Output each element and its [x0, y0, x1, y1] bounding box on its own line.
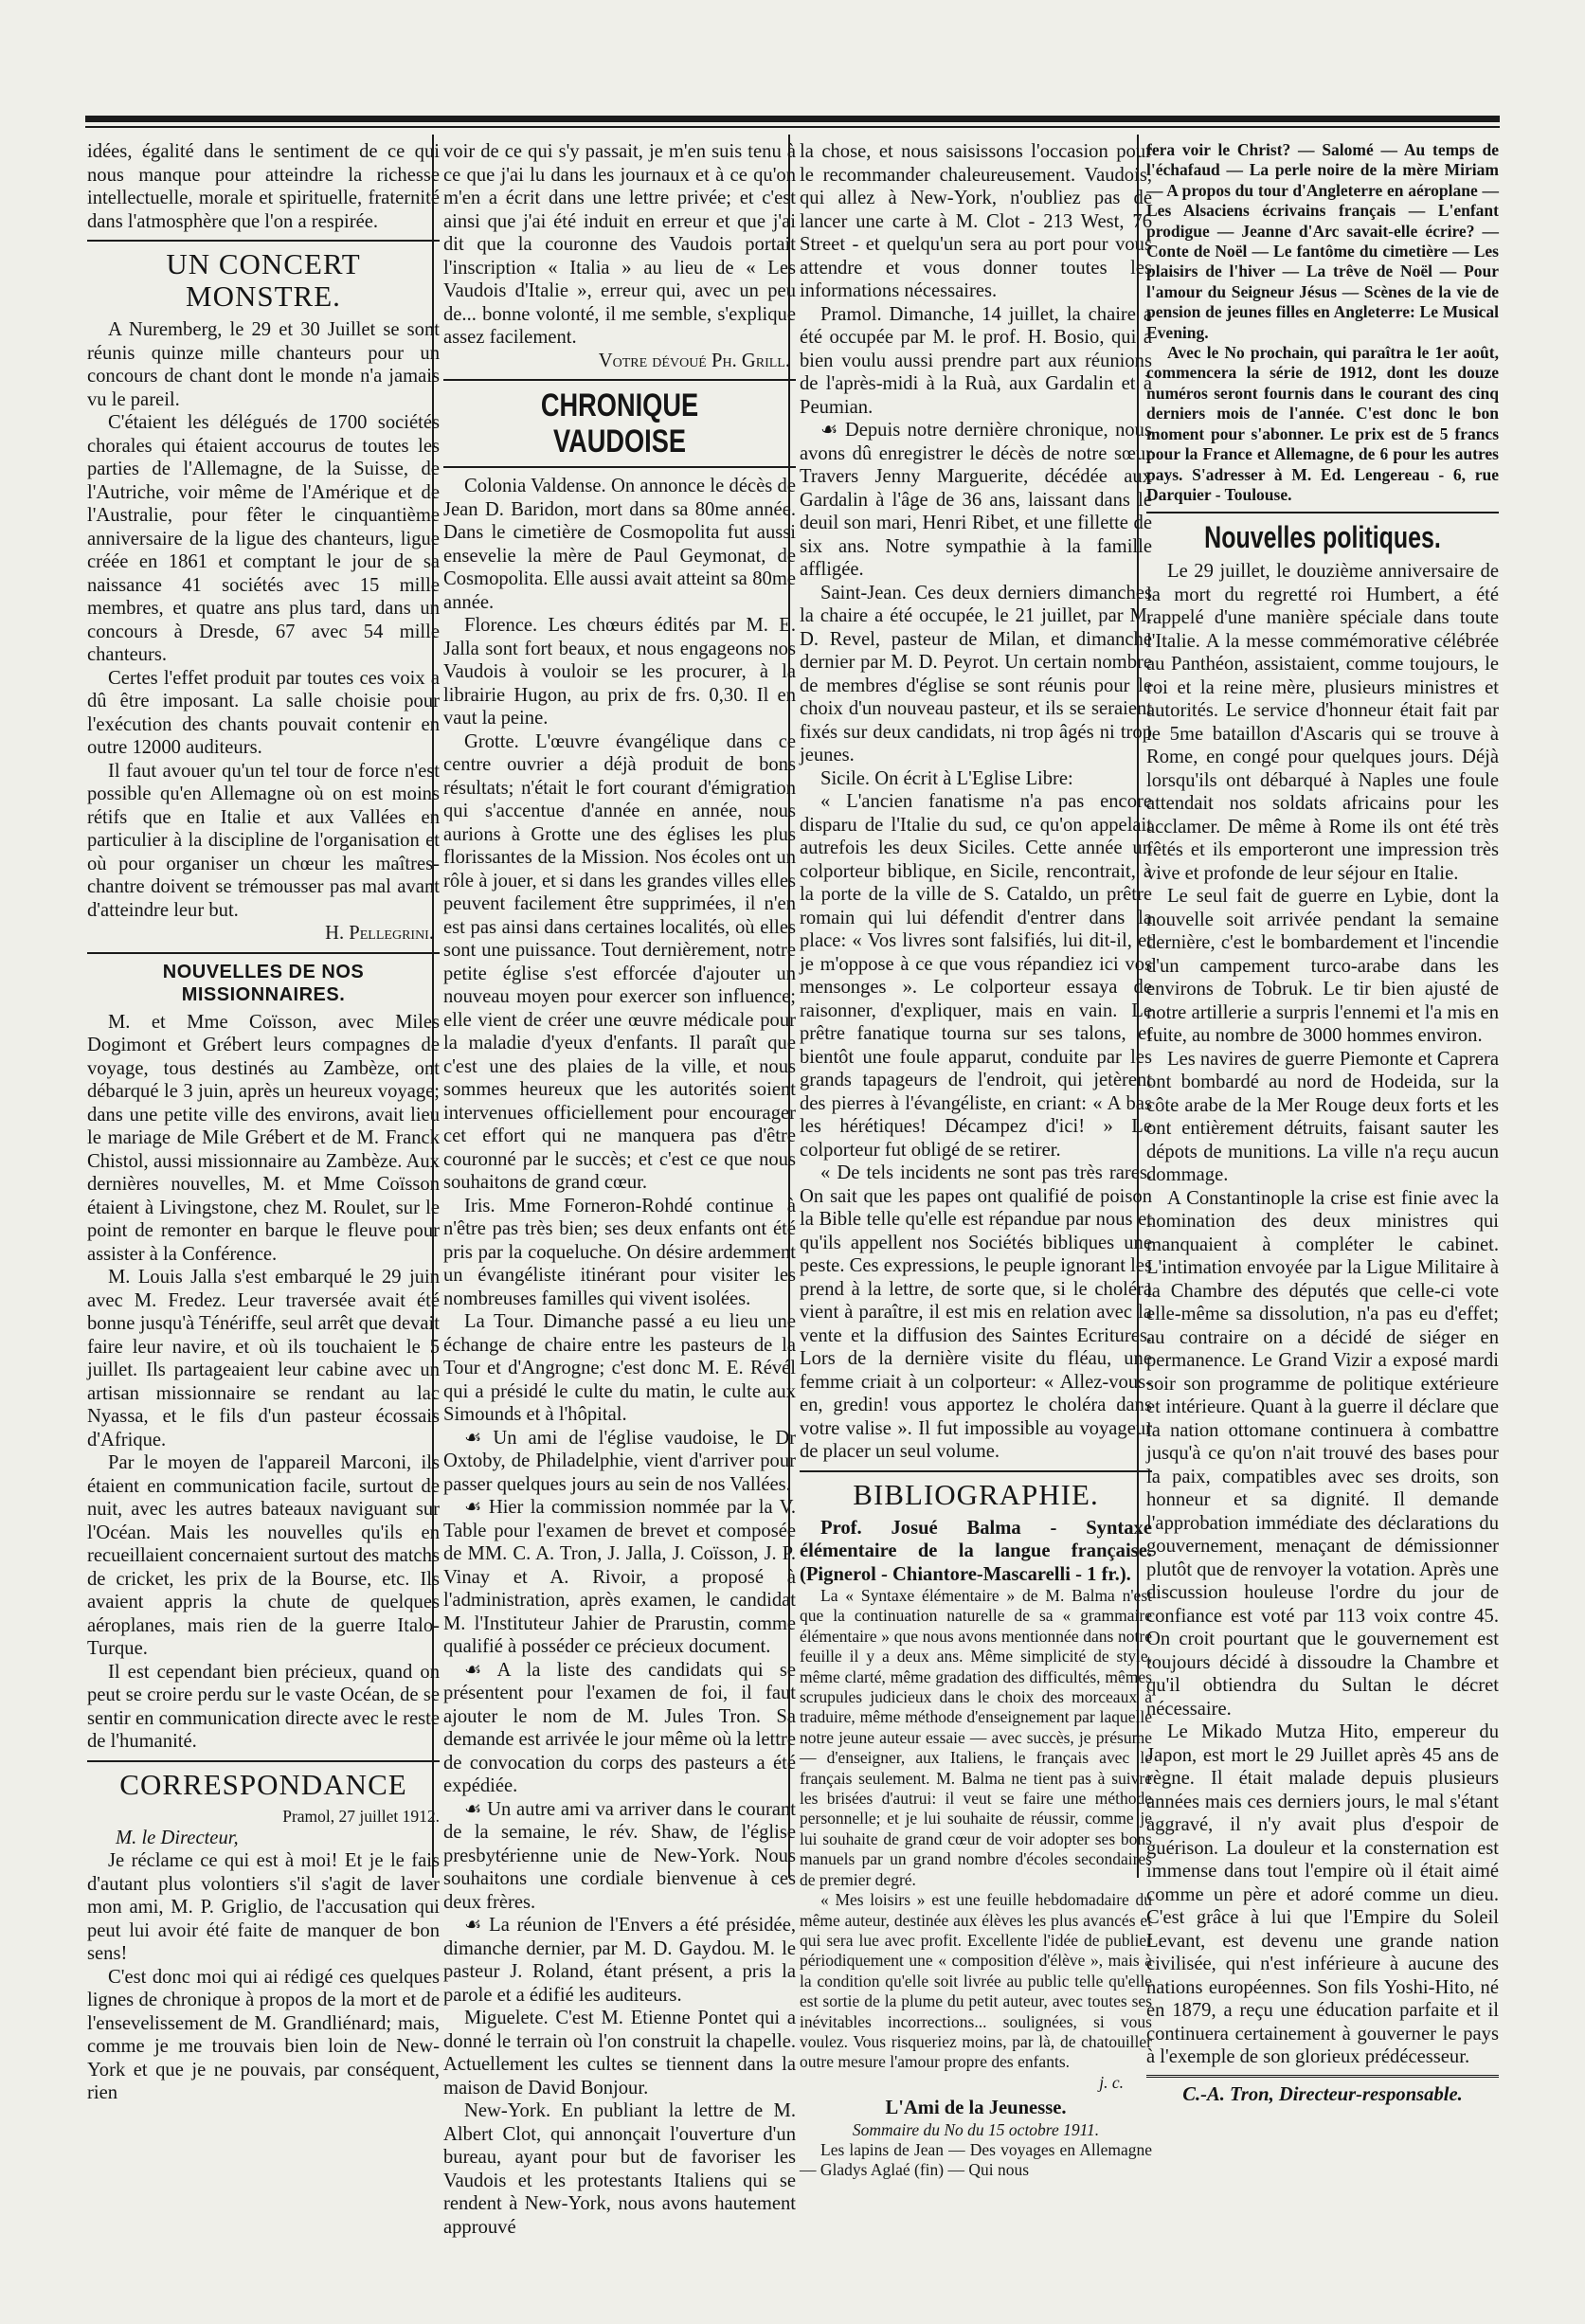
paragraph: Je réclame ce qui est à moi! Et je le fais d'autant plus volontiers s'il s'agit de laver mon ami, M. P. Griglio, de l'accusation qui peut lui avoir été faite de manquer de bon sens! [87, 1850, 440, 1965]
divider [443, 466, 796, 468]
news-item: Iris. Mme Forneron-Rohdé continue à n'être pas très bien; ses deux enfants ont été pris par la coqueluche. On désire ardemment un évangéliste itinérant pour visiter les nombreuses familles qui vivent isolées. [443, 1195, 796, 1309]
divider [87, 952, 440, 954]
news-item: Pramol. Dimanche, 14 juillet, la chaire a été occupée par M. le prof. H. Bosio, qui a bien voulu aussi prendre part aux réunions de l'après-midi à la Ruà, aux Gardalin et à Peumian. [800, 303, 1152, 418]
subsection-title: L'Ami de la Jeunesse. [885, 2098, 1067, 2119]
paragraph: Le Mikado Mutza Hito, empereur du Japon, est mort le 29 Juillet après 45 ans de règne. Il était malade depuis plusieurs années mais ces derniers jours, le mal s'étant aggravé, il n'y avait plus d'espoir de guérison. La douleur et la consternation est immense dans tout l'empire où il était aimé comme un père et adoré comme un dieu. C'est grâce à lui que l'Empire du Soleil Levant, est devenu une grande nation civilisée, qui n'est inférieure à aucune des nations européennes. Son fils Yoshi-Hito, né en 1879, a reçu une éducation parfaite et il continuera certainement à gouverner le pays à l'exemple de son glorieux prédécesseur. [1146, 1721, 1499, 2068]
review-text: La « Syntaxe élémentaire » de M. Balma n'est que la continuation naturelle de sa « grammaire élémentaire » que nous avons mentionnée dans notre feuille il y a deux ans. Même simplicité de style, même clarté, même gradation des difficultés, mêmes scrupules judicieux dans le choix des morceaux à traduire, même méthode d'enseignement par laquelle notre jeune auteur essaie — avec succès, je présume — d'enseigner, aux Italiens, le français avec le français seulement. M. Balma ne tient pas à suivre les brisées d'autrui: il veut se faire une méthode personnelle; et je lui souhaite de réussir, comme je lui souhaite de grand cœur de voir adopter ses bons manuels par un grand nombre d'écoles secondaires de premier degré. [800, 1586, 1152, 1889]
section-title: CHRONIQUE VAUDOISE [540, 387, 699, 459]
column-4 [1146, 140, 1499, 2106]
signature: H. Pellegrini. [325, 923, 434, 944]
news-item: Colonia Valdense. On annonce le décès de Jean D. Baridon, mort dans sa 80me année. Dans le cimetière de Cosmopolita fut aussi ensevelie la mère de Paul Geymonat, de Cosmopolita. Elle aussi avait atteint sa 80me année. [443, 476, 796, 613]
letter-date: Pramol, 27 juillet 1912. [282, 1806, 440, 1826]
paragraph: A Constantinople la crise est finie avec la nomination des deux ministres qui manquaient à compléter le cabinet. L'intimation envoyée par la Ligue Militaire à la Chambre des députés que celle-ci vote elle-même sa dissolution, n'a pas eu d'effet; au contraire on a décidé de siéger en permanence. Le Grand Vizir a exposé mardi soir son programme de politique extérieure et intérieure. Quant à la guerre il déclare que la nation ottomane continuera à combattre jusqu'à ce qu'on n'ait trouvé des bases pour la paix, compatibles avec ses droits, son honneur et sa dignité. Il demande l'approbation immédiate des déclarations du gouvernement, menaçant de démissionner plutôt que de renvoyer la votation. Après une discussion houleuse l'ordre du jour de confiance est voté par 113 voix contre 45. On croit pourtant que le gouvernement est toujours décidé à dissoudre la Chambre et qu'il obtiendra du Sultan le décret nécessaire. [1146, 1187, 1499, 1720]
news-item: ☙ La réunion de l'Envers a été présidée, dimanche dernier, par M. D. Gaydou. M. le pasteur J. Roland, étant présent, a pris la parole et a édifié les auditeurs. [443, 1915, 796, 2006]
news-item: ☙ Un autre ami va arriver dans le courant de la semaine, le rév. Shaw, de l'église presbytérienne unie de New-York. Nous souhaitons une cordiale bienvenue à ces deux frères. [443, 1798, 796, 1913]
salutation: M. le Directeur, [116, 1827, 239, 1848]
news-item: ☙ Depuis notre dernière chronique, nous avons dû enregistrer le décès de notre sœur Travers Jenny Marguerite, décédée aux Gardalin à l'âge de 36 ans, laissant dans le deuil son mari, Henri Ribet, et une fillette de six ans. Notre sympathie à la famille affligée. [800, 420, 1152, 580]
news-item: Florence. Les chœurs édités par M. E. Jalla sont fort beaux, et nous engageons nos Vaudois à vouloir se les procurer, à la librairie Hugon, au prix de frs. 0,30. Il en vaut la peine. [443, 615, 796, 729]
review-text: Les lapins de Jean — Des voyages en Allemagne — Gladys Aglaé (fin) — Qui nous [800, 2140, 1152, 2180]
article-title: CORRESPONDANCE [119, 1767, 407, 1801]
news-item: Miguelete. C'est M. Etienne Pontet qui a donné le terrain où l'on construit la chapelle. Actuellement les cultes se tiennent dans la maison de David Bonjour. [443, 2008, 796, 2099]
column-3 [800, 140, 1152, 2181]
top-rule-thin [85, 126, 1500, 128]
subsection-subtitle: Sommaire du No du 15 octobre 1911. [852, 2119, 1100, 2139]
paragraph: C'étaient les délégués de 1700 sociétés chorales qui étaient accourus de toutes les parties de l'Allemagne, de la Suisse, de l'Autriche, voir même de l'Amérique et de l'Australie, pour fêter le cinquantième anniversaire de la ligue des chanteurs, ligue créée en 1861 et comptant le jour de sa naissance 41 sociétés avec 15 mille membres, et quatre ans plus tard, dans un concours à Dresde, 67 avec 54 mille chanteurs. [87, 412, 440, 665]
paragraph: M. et Mme Coïsson, avec Miles Dogimont et Grébert leurs compagnes de voyage, tous destinés au Zambèze, ont débarqué le 3 juin, après un heureux voyage; dans une petite ville des environs, avait lieu le mariage de Mile Grébert et de M. Franck Chistol, aussi missionnaire au Zambèze. Aux dernières nouvelles, M. et Mme Coïsson étaient à Livingstone, chez M. Roulet, sur le point de remonter en barque le fleuve pour assister à la Conférence. [87, 1011, 440, 1265]
paragraph: idées, égalité dans le sentiment de ce qui nous manque pour atteindre la richesse intellectuelle, morale et spirituelle, fraternité dans l'atmosphère que l'on a respirée. [87, 141, 440, 232]
paragraph: C'est donc moi qui ai rédigé ces quelques lignes de chronique à propos de la mort et de l'ensevelissement de M. Grandliénard; mais, comme je me trouvais bien loin de New-York et que je ne pouvais, par conséquent, rien [87, 1966, 440, 2104]
divider [87, 240, 440, 242]
paragraph: Les navires de guerre Piemonte et Caprera ont bombardé au nord de Hodeida, sur la côte arabe de la Mer Rouge deux forts et les ont entièrement détruits, faisant sauter les dépots de munitions. La ville n'a reçu aucun dommage. [1146, 1048, 1499, 1186]
paragraph: Le 29 juillet, le douzième anniversaire de la mort du regretté roi Humbert, a été rappelé d'une manière spéciale dans toute l'Italie. A la messe commémorative célébrée au Panthéon, assistaient, comme toujours, le roi et la reine mère, plusieurs ministres et autorités. Le service d'honneur était fait par le 5me bataillon d'Ascaris qui se trouve à Rome, en congé pour quelques jours. Déjà lorsqu'ils ont débarqué à Naples une foule attendait nos soldats africains pour les acclamer. De même à Rome ils ont été très fêtés et ils emporteront une impression très vive et profonde de leur séjour en Italie. [1146, 561, 1499, 884]
section-title: BIBLIOGRAPHIE. [853, 1477, 1099, 1511]
paragraph: voir de ce qui s'y passait, je m'en suis tenu à ce que j'ai lu dans les journaux et à ce qu'on m'en a écrit dans une lettre privée; et c'est ainsi que j'ai été induit en erreur et que j'ai dit que la couronne des Vaudois portait l'inscription « Italia » au lieu de « Les Vaudois d'Italie », erreur qui, avec un peu de... bonne volonté, il me semble, s'explique assez facilement. [443, 141, 796, 348]
quote: « De tels incidents ne sont pas très rares. On sait que les papes ont qualifié de poison la Bible telle qu'elle est répandue par nous et qu'ils appellent nos Sociétés bibliques une peste. Ces expressions, le peuple ignorant les prend à la lettre, de sorte que, si le choléra vient à paraître, il est mis en relation avec la vente et la diffusion des Saintes Ecritures. Lors de la dernière visite du fléau, une femme criait à un colporteur: « Allez-vous-en, gredin! vous apportez le choléra dans votre valise ». Il fut impossible au voyageur de placer un seul volume. [800, 1162, 1152, 1462]
signature: j. c. [1099, 2072, 1124, 2092]
news-item: ☙ A la liste des candidats qui se présentent pour l'examen de foi, il faut ajouter le nom de M. Jules Tron. Sa demande est arrivée le jour même où la lettre de convocation du corps des pasteurs a été expédiée. [443, 1659, 796, 1796]
column-2 [443, 140, 796, 2239]
news-item: ☙ Hier la commission nommée par la V. Table pour l'examen de brevet et composée de MM. C. A. Tron, J. Jalla, J. Coïsson, J. P. Vinay et A. Rivoir, a proposé à l'administration, après examen, le candidat M. l'Instituteur Jahier de Prarustin, comme qualifié à posséder ce précieux document. [443, 1497, 796, 1657]
review-text: « Mes loisirs » est une feuille hebdomadaire du même auteur, destinée aux élèves les plus avancés et qui sera lue avec profit. Excellente l'idée de publier périodiquement une « composition d'élève », mais à la condition qu'elle soit livrée au public telle qu'elle est sortie de la plume du petit auteur, avec toutes ses inévitables incorrections... soulignées, si vous voulez. Vous risqueriez moins, par là, de chatouiller outre mesure l'amour propre des enfants. [800, 1890, 1152, 2072]
paragraph: Il faut avouer qu'un tel tour de force n'est possible qu'en Allemagne où on est moins rétifs que en Italie et aux Vallées en particulier à la discipline de l'organisation et où pour organiser un chœur les maîtres-chantre doivent se trémousser pas mal avant d'atteindre leur but. [87, 760, 440, 921]
paragraph: Certes l'effet produit par toutes ces voix a dû être imposant. La salle choisie pour l'exécution des chants pouvait contenir en outre 12000 auditeurs. [87, 667, 440, 758]
news-item: Grotte. L'œuvre évangélique dans ce centre ouvrier a déjà produit de bons résultats; n'était le fort courant d'émigration qui s'accentue d'année en année, nous aurions à Grotte une des églises les plus florissantes de la Mission. Nos écoles ont un rôle à jouer, et si dans les grandes villes elles peuvent facilement être supprimées, il n'en est pas ainsi dans certaines localités, où elles sont une puissance. Tout dernièrement, notre petite église s'est efforcée d'ajouter un nouveau moyen pour exercer son influence; elle vient de créer une œuvre médicale pour la maladie d'yeux d'enfants. Il paraît que c'est une des plaies de la ville, et nous sommes heureux que les autorités soient intervenues officiellement pour encourager cet effort qui ne manquera pas d'être couronné par le succès; et c'est ce que nous souhaitons de grand cœur. [443, 730, 796, 1193]
news-item: ☙ Un ami de l'église vaudoise, le Dr Oxtoby, de Philadelphie, vient d'arriver pour passer quelques jours au sein de nos Vallées. [443, 1427, 796, 1495]
paragraph: Par le moyen de l'appareil Marconi, ils étaient en communication facile, surtout de nuit, avec les autres bateaux naviguant sur l'Océan. Mais les nouvelles qu'ils en recueillaient concernaient surtout des matchs de cricket, les prix de la Bourse, etc. Ils avaient appris la chute de quelques aéroplanes, mais rien de la guerre Italo-Turque. [87, 1452, 440, 1659]
paragraph: Il est cependant bien précieux, quand on peut se croire perdu sur le vaste Océan, de se sentir en communication directe avec le reste de l'humanité. [87, 1661, 440, 1752]
news-item: New-York. En publiant la lettre de M. Albert Clot, qui annonçait l'ouverture d'un bureau, ayant pour but de favoriser les Vaudois et les protestants Italiens qui se rendent à New-York, nous avons hautement approuvé [443, 2100, 796, 2238]
book-heading: Prof. Josué Balma - Syntaxe élémentaire de la langue française. (Pignerol - Chiantore-Mascarelli - 1 fr.). [800, 1517, 1152, 1585]
paragraph: fera voir le Christ? — Salomé — Au temps de l'échafaud — La perle noire de la mère Miriam — A propos du tour d'Angleterre en aéroplane — Les Alsaciens écrivains français — L'enfant prodigue — Jeanne d'Arc savait-elle écrire? — Conte de Noël — Le fantôme du cimetière — Les plaisirs de l'hiver — La trêve de Noël — Pour l'amour du Seigneur Jésus — Scènes de la vie de pension de jeunes filles en Angleterre: Le Musical Evening. [1146, 140, 1499, 342]
footer-signature: C.-A. Tron, Directeur-responsable. [1182, 2083, 1463, 2105]
article-title: UN CONCERT MONSTRE. [166, 247, 361, 313]
divider [1146, 512, 1499, 513]
paragraph: Avec le No prochain, qui paraîtra le 1er août, commencera la série de 1912, dont les douze numéros seront fournis dans le courant des cinq derniers mois de l'année. C'est donc le bon moment pour s'abonner. Le prix est de 5 francs pour la France et Allemagne, de 6 pour les autres pays. S'adresser à M. Ed. Lengereau - 6, rue Darquier - Toulouse. [1146, 343, 1499, 504]
news-item: Sicile. On écrit à L'Eglise Libre: [820, 767, 1073, 789]
section-title: Nouvelles politiques. [1204, 520, 1441, 555]
paragraph: la chose, et nous saisissons l'occasion pour le recommander chaleureusement. Vaudois, qui allez à New-York, n'oubliez pas de lancer une carte à M. Clot - 213 West, 76 Street - et quelqu'un sera au port pour vous attendre et vous donner toutes les informations nécessaires. [800, 141, 1152, 301]
signature: Votre dévoué Ph. Grill. [598, 350, 790, 371]
paragraph: A Nuremberg, le 29 et 30 Juillet se sont réunis quinze mille chanteurs pour un concours de chant dont le monde n'a jamais vu le pareil. [87, 319, 440, 410]
paragraph: Le seul fait de guerre en Lybie, dont la nouvelle soit arrivée pendant la semaine dernière, c'est le bombardement et l'incendie d'un campement turco-arabe dans les environs de Tobruk. Le tir bien ajusté de notre artillerie a surpris l'ennemi et l'a mis en fuite, au nombre de 3000 hommes environ. [1146, 886, 1499, 1047]
article-title: NOUVELLES DE NOS MISSIONNAIRES. [162, 961, 365, 1005]
divider [87, 1760, 440, 1762]
divider [800, 1470, 1152, 1472]
top-rule [85, 116, 1500, 122]
divider [1146, 2075, 1499, 2078]
news-item: Saint-Jean. Ces deux derniers dimanches la chaire a été occupée, le 21 juillet, par M. D. Revel, pasteur de Milan, et dimanche dernier par M. D. Peyrot. Un certain nombre de membres d'église se sont réunis pour le choix d'un nouveau pasteur, et ils se seraient fixés sur deux candidats, ni trop âgés ni trop jeunes. [800, 582, 1152, 766]
news-item: La Tour. Dimanche passé a eu lieu une échange de chaire entre les pasteurs de la Tour et d'Angrogne; c'est donc M. E. Révél qui a présidé le culte du matin, le culte aux Simounds et à l'hôpital. [443, 1311, 796, 1425]
paragraph: M. Louis Jalla s'est embarqué le 29 juin avec M. Fredez. Leur traversée avait été bonne jusqu'à Ténériffe, seul arrêt que devait faire leur navire, et où ils touchaient le 5 juillet. Ils partageaient leur cabine avec un artisan missionnaire se rendant au lac Nyassa, et le fils d'un pasteur écossais d'Afrique. [87, 1267, 440, 1450]
column-1 [87, 140, 440, 2105]
divider [443, 379, 796, 381]
quote: « L'ancien fanatisme n'a pas encore disparu de l'Italie du sud, ce qu'on appelait autrefois les deux Siciles. Cette année un colporteur biblique, en Sicile, rencontrait, à la porte de la ville de S. Cataldo, un prêtre romain qui lui défendit d'entrer dans la place: « Vos livres sont falsifiés, lui dit-il, et je m'oppose à ce que vous répandiez ici vos mensonges ». Le colporteur essaya de raisonner, d'expliquer, mais en vain. Le prêtre fanatique tourna sur ses talons, et bientôt une foule apparut, conduite par les grands tapageurs de l'endroit, qui jetèrent des pierres à l'évangéliste, en criant: « A bas les hérétiques! Décampez d'ici! » Le colporteur fut obligé de se retirer. [800, 791, 1152, 1161]
